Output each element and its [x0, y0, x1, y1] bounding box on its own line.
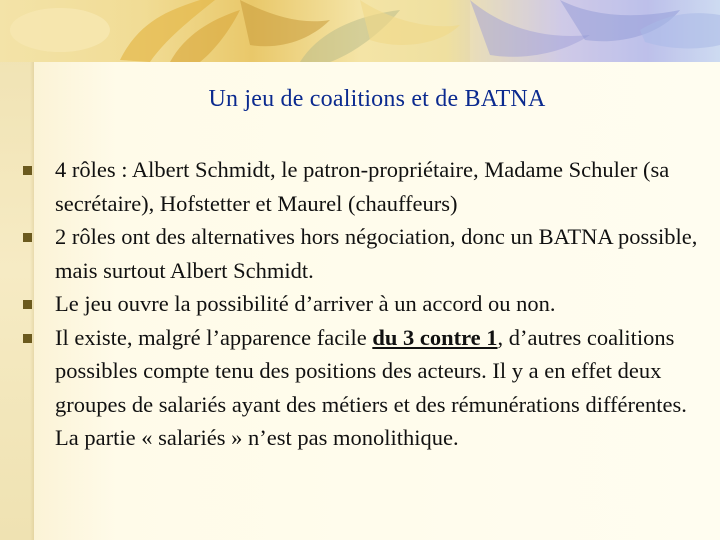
bullet-item	[0, 287, 720, 321]
square-bullet-icon	[23, 300, 32, 309]
square-bullet-icon	[23, 233, 32, 242]
bullet-text: 4 rôles : Albert Schmidt, le patron-propriétaire, Madame Schuler (sa secrétaire), Hofstetter et Maurel (chauffeurs)	[55, 157, 670, 216]
square-bullet-icon	[23, 334, 32, 343]
square-bullet-icon	[23, 166, 32, 175]
bullet-list	[0, 153, 720, 455]
bullet-item	[0, 153, 720, 220]
bullet-text: Le jeu ouvre la possibilité d’arriver à un accord ou non.	[55, 291, 556, 316]
bullet-text-after: , d’autres coalitions possibles compte tenu des positions des acteurs. Il y a en effet deux groupes de salariés ayant des métiers et des rémunérations différentes. La partie « salariés » n’est pas monolithique.	[55, 324, 687, 450]
bullet-emphasis: du 3 contre 1	[372, 324, 498, 350]
decorative-banner	[0, 0, 720, 62]
bullet-item	[0, 220, 720, 287]
bullet-text-before: Il existe, malgré l’apparence facile	[55, 324, 373, 350]
banner-artwork	[0, 0, 720, 62]
slide-title: Un jeu de coalitions et de BATNA	[208, 86, 546, 112]
bullet-item	[0, 321, 720, 455]
bullet-text: 2 rôles ont des alternatives hors négociation, donc un BATNA possible, mais surtout Albert Schmidt.	[55, 224, 698, 283]
